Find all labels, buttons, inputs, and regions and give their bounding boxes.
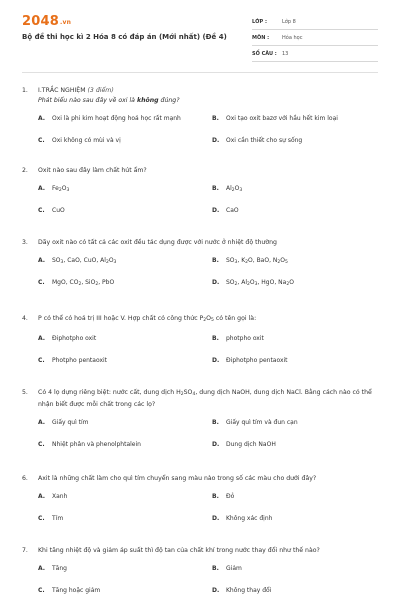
question-stem bbox=[22, 314, 382, 326]
option-text: $SO_3$, CaO, CuO, $Al_2O_3$ bbox=[52, 257, 117, 265]
question-number: 3. bbox=[22, 239, 28, 246]
question-text-emphasis: không bbox=[136, 97, 159, 104]
option-text: photpho oxit bbox=[226, 335, 264, 342]
option-letter: C. bbox=[38, 279, 45, 286]
meta-label: MÔN : bbox=[252, 34, 270, 41]
option-text: $SO_2$, $Al_2O_3$, HgO, $Na_2O$ bbox=[226, 279, 294, 287]
option-a[interactable] bbox=[38, 334, 208, 344]
option-d[interactable] bbox=[212, 586, 382, 596]
option-letter: C. bbox=[38, 441, 45, 448]
option-c[interactable] bbox=[38, 356, 208, 366]
option-a[interactable] bbox=[38, 564, 208, 574]
meta-value: Hóa học bbox=[282, 34, 303, 41]
option-letter: A. bbox=[38, 335, 46, 342]
question-item bbox=[22, 546, 382, 600]
option-letter: A. bbox=[38, 185, 46, 192]
meta-label: SỐ CÂU : bbox=[252, 50, 277, 57]
answer-options bbox=[38, 326, 382, 370]
option-c[interactable] bbox=[38, 278, 208, 290]
question-number: 2. bbox=[22, 167, 28, 174]
option-text: Giảm bbox=[226, 565, 242, 572]
option-text: Oxi không có mùi và vị bbox=[52, 137, 121, 144]
option-a[interactable] bbox=[38, 184, 208, 196]
option-text: MgO, $CO_2$, SiO$_2$, PbO bbox=[52, 279, 115, 287]
question-number: 4. bbox=[22, 315, 28, 322]
question-item bbox=[22, 474, 382, 528]
option-c[interactable] bbox=[38, 206, 208, 216]
question-number: 1. bbox=[22, 87, 28, 94]
option-letter: B. bbox=[212, 419, 219, 426]
header-divider bbox=[22, 72, 378, 73]
question-text: Axit là những chất làm cho quì tím chuyển sang màu nào trong số các màu cho dưới đây? bbox=[38, 475, 317, 482]
question-text: Oxit nào sau đây làm chất hút ẩm? bbox=[38, 167, 147, 174]
answer-options bbox=[38, 106, 382, 150]
meta-value: Lớp 8 bbox=[282, 18, 296, 25]
document-title: Bộ đề thi học kì 2 Hóa 8 có đáp án (Mới nhất) (Đề 4) bbox=[22, 33, 227, 41]
option-a[interactable] bbox=[38, 256, 208, 268]
option-text: Photpho pentaoxit bbox=[52, 357, 108, 364]
answer-options bbox=[38, 410, 382, 454]
option-letter: C. bbox=[38, 137, 45, 144]
option-text: Đỏ bbox=[226, 493, 235, 500]
option-letter: C. bbox=[38, 587, 45, 594]
option-letter: B. bbox=[212, 185, 219, 192]
question-item bbox=[22, 238, 382, 292]
option-b[interactable] bbox=[212, 418, 382, 428]
option-text: Oxi tạo oxit bazơ với hầu hết kim loại bbox=[226, 115, 338, 122]
option-a[interactable] bbox=[38, 492, 208, 502]
option-c[interactable] bbox=[38, 136, 208, 146]
option-d[interactable] bbox=[212, 278, 382, 290]
option-letter: B. bbox=[212, 565, 219, 572]
logo-suffix: .vn bbox=[59, 19, 72, 26]
question-text bbox=[38, 96, 382, 106]
option-letter: D. bbox=[212, 207, 220, 214]
option-b[interactable] bbox=[212, 564, 382, 574]
question-item bbox=[22, 314, 382, 370]
option-letter: A. bbox=[38, 115, 46, 122]
option-text: Oxi là phi kim hoạt động hoá học rất mạnh bbox=[52, 115, 181, 122]
section-title bbox=[38, 86, 382, 96]
option-text: Nhiệt phân và phenolphtalein bbox=[52, 441, 141, 448]
option-letter: D. bbox=[212, 515, 220, 522]
option-text: CuO bbox=[52, 207, 65, 214]
option-text: Không thay đổi bbox=[226, 587, 272, 594]
option-text: Xanh bbox=[52, 493, 68, 500]
option-letter: A. bbox=[38, 257, 46, 264]
question-stem bbox=[22, 474, 382, 484]
option-letter: C. bbox=[38, 515, 45, 522]
option-letter: A. bbox=[38, 565, 46, 572]
option-text: Oxi cần thiết cho sự sống bbox=[226, 137, 303, 144]
option-c[interactable] bbox=[38, 586, 208, 596]
option-letter: A. bbox=[38, 493, 46, 500]
option-text: $SO_3$, $K_2O$, BaO, $N_2O_5$ bbox=[226, 257, 288, 265]
option-a[interactable] bbox=[38, 418, 208, 428]
option-b[interactable] bbox=[212, 256, 382, 268]
option-text: Không xác định bbox=[226, 515, 273, 522]
section-title-text: I.TRẮC NGHIỆM bbox=[38, 87, 86, 94]
option-letter: C. bbox=[38, 207, 45, 214]
option-b[interactable] bbox=[212, 114, 382, 124]
option-text: Dung dịch NaOH bbox=[226, 441, 276, 448]
question-text: Khi tăng nhiệt độ và giảm áp suất thì độ tan của chất khí trong nước thay đổi như thế nào? bbox=[38, 547, 320, 554]
option-text: CaO bbox=[226, 207, 239, 214]
option-text: Tăng hoặc giảm bbox=[52, 587, 101, 594]
option-d[interactable] bbox=[212, 206, 382, 216]
logo-text: 2048 bbox=[22, 14, 59, 29]
option-c[interactable] bbox=[38, 440, 208, 450]
question-stem bbox=[22, 166, 382, 176]
question-stem bbox=[22, 388, 382, 410]
answer-options bbox=[38, 248, 382, 292]
page-header bbox=[0, 0, 400, 66]
option-letter: D. bbox=[212, 441, 220, 448]
option-a[interactable] bbox=[38, 114, 208, 124]
option-text: Giấy quì tím bbox=[52, 419, 89, 426]
question-number: 5. bbox=[22, 389, 28, 396]
question-number: 6. bbox=[22, 475, 28, 482]
meta-label: LỚP : bbox=[252, 18, 267, 25]
answer-options bbox=[38, 556, 382, 600]
option-letter: D. bbox=[212, 279, 220, 286]
question-item bbox=[22, 388, 382, 454]
answer-options bbox=[38, 176, 382, 220]
option-c[interactable] bbox=[38, 514, 208, 524]
question-text-post: đúng? bbox=[158, 97, 180, 104]
question-stem bbox=[22, 238, 382, 248]
exam-meta-table bbox=[252, 14, 378, 62]
option-letter: D. bbox=[212, 137, 220, 144]
option-text: $Fe_2O_3$ bbox=[52, 185, 70, 193]
question-number: 7. bbox=[22, 547, 28, 554]
option-letter: B. bbox=[212, 493, 219, 500]
option-letter: A. bbox=[38, 419, 46, 426]
site-logo[interactable] bbox=[22, 14, 71, 29]
question-stem bbox=[22, 86, 382, 96]
question-text: P có thể có hoá trị III hoặc V. Hợp chất có công thức $P_2O_5$ có tên gọi là: bbox=[38, 315, 257, 323]
option-text: $Al_2O_3$ bbox=[226, 185, 243, 193]
option-letter: B. bbox=[212, 335, 219, 342]
question-text-pre: Phát biểu nào sau đây về oxi là bbox=[38, 97, 137, 104]
answer-options bbox=[38, 484, 382, 528]
question-item bbox=[22, 166, 382, 220]
meta-value: 13 bbox=[282, 50, 289, 57]
option-d[interactable] bbox=[212, 356, 382, 366]
option-text: Tăng bbox=[52, 565, 67, 572]
option-b[interactable] bbox=[212, 492, 382, 502]
section-points: (3 điểm) bbox=[87, 87, 114, 94]
option-text: Điphotpho oxit bbox=[52, 335, 97, 342]
question-stem bbox=[22, 546, 382, 556]
question-text: Có 4 lọ dựng riêng biệt: nước cất, dung dịch $H_2SO_4$, dung dịch NaOH, dung dịch NaCl. Bằng cách nào có thể nhận biết được mỗi chất trong các lọ? bbox=[38, 389, 372, 408]
question-text: Dãy oxit nào có tất cả các oxit đều tác dụng được với nước ở nhiệt độ thường bbox=[38, 239, 277, 246]
option-letter: D. bbox=[212, 587, 220, 594]
option-letter: B. bbox=[212, 115, 219, 122]
option-text: Giấy quì tím và đun cạn bbox=[226, 419, 298, 426]
option-d[interactable] bbox=[212, 136, 382, 146]
option-b[interactable] bbox=[212, 184, 382, 196]
option-b[interactable] bbox=[212, 334, 382, 344]
option-text: Tím bbox=[52, 515, 64, 522]
option-letter: D. bbox=[212, 357, 220, 364]
question-item bbox=[22, 86, 382, 150]
option-d[interactable] bbox=[212, 440, 382, 450]
option-letter: C. bbox=[38, 357, 45, 364]
meta-row-subject bbox=[252, 30, 378, 46]
meta-row-count bbox=[252, 46, 378, 62]
meta-row-class bbox=[252, 14, 378, 30]
option-d[interactable] bbox=[212, 514, 382, 524]
option-text: Điphotpho pentaoxit bbox=[226, 357, 288, 364]
option-letter: B. bbox=[212, 257, 219, 264]
